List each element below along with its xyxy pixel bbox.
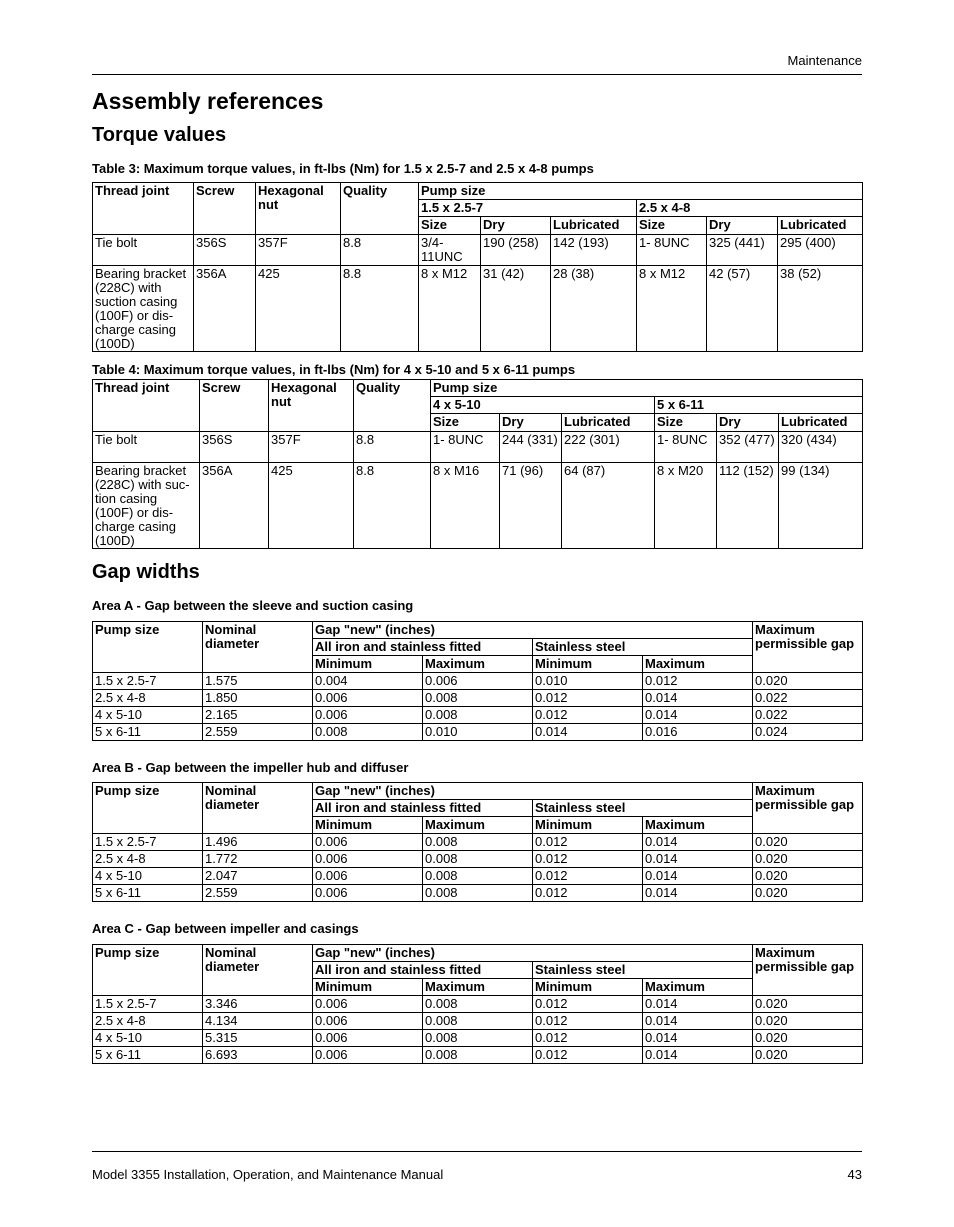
table-cell: 0.006 [313,1013,423,1030]
footer-manual-title: Model 3355 Installation, Operation, and Maintenance Manual [92,1167,444,1182]
table-cell: 0.004 [313,673,423,690]
table-cell: 1.5 x 2.5-7 [93,834,203,851]
col-minimum: Minimum [533,979,643,996]
gap-widths-heading: Gap widths [92,561,200,583]
table-cell: 0.008 [423,1013,533,1030]
col-maximum: Maximum [643,817,753,834]
table-cell: 1.5 x 2.5-7 [93,996,203,1013]
table-cell: 0.012 [533,996,643,1013]
table-cell: 0.014 [643,1047,753,1064]
table-cell: 8 x M12 [419,266,481,352]
table-cell: 2.165 [203,707,313,724]
table-cell: 2.559 [203,885,313,902]
table-cell: 0.008 [423,885,533,902]
col-thread-joint: Thread joint [93,380,200,432]
table-cell: 2.5 x 4-8 [93,690,203,707]
area-c-caption: Area C - Gap between impeller and casings [92,921,359,936]
table-cell: 0.014 [643,690,753,707]
col-group-1: 4 x 5-10 [431,397,655,414]
table-cell: Bearing bracket (228C) with suction casing (100F) or dis-charge casing (100D) [93,266,194,352]
table-cell: 0.006 [313,707,423,724]
table-cell: 0.008 [423,996,533,1013]
table-cell: 0.020 [753,851,863,868]
col-screw: Screw [200,380,269,432]
col-stainless: Stainless steel [533,639,753,656]
col-minimum: Minimum [533,656,643,673]
table-cell: 99 (134) [779,463,863,549]
table-cell: 0.012 [533,707,643,724]
table-cell: 0.014 [643,834,753,851]
table-row [93,1030,863,1047]
table-cell: 0.012 [533,851,643,868]
table-cell: 0.006 [423,673,533,690]
col-dry: Dry [717,414,779,432]
col-size: Size [637,217,707,235]
table-cell: 0.020 [753,1047,863,1064]
gap-table-area-a [92,621,863,741]
col-all-iron: All iron and stainless fitted [313,800,533,817]
table-row [93,432,863,463]
col-stainless: Stainless steel [533,962,753,979]
col-all-iron: All iron and stainless fitted [313,962,533,979]
table-row [93,1047,863,1064]
table-cell: 0.022 [753,690,863,707]
table-cell: 0.012 [533,690,643,707]
table-cell: 222 (301) [562,432,655,463]
table-cell: 0.008 [423,834,533,851]
table-cell: 0.012 [533,1030,643,1047]
table-cell: 0.020 [753,868,863,885]
table-row [93,1013,863,1030]
table-cell: 0.010 [533,673,643,690]
table-cell: 320 (434) [779,432,863,463]
col-minimum: Minimum [313,817,423,834]
table-cell: 0.010 [423,724,533,741]
table-row [93,885,863,902]
table-cell: 1.850 [203,690,313,707]
table-cell: 8 x M16 [431,463,500,549]
table-cell: 28 (38) [551,266,637,352]
table-row [93,463,863,549]
table-cell: 356S [200,432,269,463]
table-cell: 244 (331) [500,432,562,463]
table-cell: 0.022 [753,707,863,724]
col-quality: Quality [354,380,431,432]
table-cell: 0.014 [643,851,753,868]
col-pump-size: Pump size [93,945,203,996]
col-lubricated: Lubricated [551,217,637,235]
table-cell: 0.012 [533,1013,643,1030]
table-cell: Tie bolt [93,235,194,266]
table-row [93,707,863,724]
col-max-permissible: Maximum permissible gap [753,945,863,996]
col-quality: Quality [341,183,419,235]
table-cell: 356S [194,235,256,266]
table-cell: 4 x 5-10 [93,868,203,885]
table-row [93,868,863,885]
col-dry: Dry [707,217,778,235]
col-thread-joint: Thread joint [93,183,194,235]
table-row [93,235,863,266]
torque-table-3 [92,182,863,352]
table-cell: 2.5 x 4-8 [93,851,203,868]
table-cell: 0.008 [423,868,533,885]
table-cell: Bearing bracket (228C) with suc-tion casing (100F) or dis-charge casing (100D) [93,463,200,549]
table-cell: 0.008 [423,1047,533,1064]
table-cell: 42 (57) [707,266,778,352]
table-cell: 1- 8UNC [637,235,707,266]
table-cell: 1.496 [203,834,313,851]
table-row [93,690,863,707]
col-gap-new: Gap "new" (inches) [313,945,753,962]
table-cell: 8 x M20 [655,463,717,549]
torque-heading: Torque values [92,124,227,146]
table-cell: 2.559 [203,724,313,741]
table-cell: 38 (52) [778,266,863,352]
table-cell: 0.008 [423,1030,533,1047]
table-cell: 8.8 [354,463,431,549]
table-cell: 0.014 [643,1030,753,1047]
table-cell: 0.006 [313,1030,423,1047]
table-cell: 0.016 [643,724,753,741]
table-cell: 1.5 x 2.5-7 [93,673,203,690]
table-cell: 2.047 [203,868,313,885]
col-lubricated: Lubricated [779,414,863,432]
table-cell: 190 (258) [481,235,551,266]
table-cell: 8.8 [341,235,419,266]
table-cell: 8 x M12 [637,266,707,352]
table-cell: 0.006 [313,851,423,868]
table-cell: 6.693 [203,1047,313,1064]
table-row [93,724,863,741]
col-size: Size [655,414,717,432]
table-cell: 5 x 6-11 [93,724,203,741]
table-cell: 0.012 [643,673,753,690]
running-header: Maintenance [787,53,862,68]
table-cell: 0.006 [313,690,423,707]
col-dry: Dry [481,217,551,235]
col-pump-size: Pump size [93,783,203,834]
table-cell: 425 [256,266,341,352]
table-cell: 112 (152) [717,463,779,549]
table3-caption: Table 3: Maximum torque values, in ft-lbs (Nm) for 1.5 x 2.5-7 and 2.5 x 4-8 pumps [92,161,594,176]
table-cell: 4.134 [203,1013,313,1030]
table-cell: 4 x 5-10 [93,707,203,724]
table-cell: 0.008 [423,690,533,707]
table-cell: 3.346 [203,996,313,1013]
col-stainless: Stainless steel [533,800,753,817]
table-cell: 425 [269,463,354,549]
table-cell: 0.008 [423,707,533,724]
table-row [93,673,863,690]
table-cell: 8.8 [341,266,419,352]
table-cell: 1- 8UNC [655,432,717,463]
table-cell: 2.5 x 4-8 [93,1013,203,1030]
table-row [93,996,863,1013]
col-max-permissible: Maximum permissible gap [753,622,863,673]
table-cell: 0.006 [313,885,423,902]
col-group-1: 1.5 x 2.5-7 [419,200,637,217]
col-minimum: Minimum [533,817,643,834]
col-maximum: Maximum [423,656,533,673]
table-cell: 64 (87) [562,463,655,549]
col-group-2: 2.5 x 4-8 [637,200,863,217]
table-cell: 5 x 6-11 [93,885,203,902]
col-maximum: Maximum [423,817,533,834]
table-cell: 0.020 [753,834,863,851]
table-cell: 5 x 6-11 [93,1047,203,1064]
table-cell: 0.008 [423,851,533,868]
header-rule [92,74,862,75]
col-maximum: Maximum [643,979,753,996]
col-lubricated: Lubricated [778,217,863,235]
col-maximum: Maximum [423,979,533,996]
table-row [93,851,863,868]
table-cell: 0.020 [753,673,863,690]
table-cell: 1.575 [203,673,313,690]
table-cell: 31 (42) [481,266,551,352]
table-cell: 0.012 [533,834,643,851]
table-cell: 0.012 [533,868,643,885]
table-cell: 0.014 [533,724,643,741]
table-cell: 0.020 [753,1030,863,1047]
table-cell: 0.014 [643,707,753,724]
table-cell: 356A [200,463,269,549]
table-cell: 295 (400) [778,235,863,266]
table-cell: 0.020 [753,996,863,1013]
col-nominal-diameter: Nominal diameter [203,783,313,834]
table-cell: 0.014 [643,885,753,902]
col-nominal-diameter: Nominal diameter [203,945,313,996]
col-pump-size: Pump size [419,183,863,200]
table-cell: 0.014 [643,1013,753,1030]
table-cell: 325 (441) [707,235,778,266]
col-minimum: Minimum [313,656,423,673]
col-hex-nut: Hexagonal nut [269,380,354,432]
table-cell: 352 (477) [717,432,779,463]
gap-table-area-c [92,944,863,1064]
table-cell: Tie bolt [93,432,200,463]
col-size: Size [431,414,500,432]
page-title: Assembly references [92,88,324,114]
col-dry: Dry [500,414,562,432]
table4-caption: Table 4: Maximum torque values, in ft-lbs (Nm) for 4 x 5-10 and 5 x 6-11 pumps [92,362,576,377]
table-cell: 4 x 5-10 [93,1030,203,1047]
table-cell: 8.8 [354,432,431,463]
table-cell: 0.014 [643,996,753,1013]
table-cell: 0.006 [313,834,423,851]
page-number: 43 [847,1167,862,1182]
col-pump-size: Pump size [93,622,203,673]
table-cell: 71 (96) [500,463,562,549]
col-nominal-diameter: Nominal diameter [203,622,313,673]
table-cell: 356A [194,266,256,352]
col-hex-nut: Hexagonal nut [256,183,341,235]
table-cell: 357F [269,432,354,463]
col-max-permissible: Maximum permissible gap [753,783,863,834]
table-cell: 5.315 [203,1030,313,1047]
table-cell: 0.014 [643,868,753,885]
table-cell: 0.006 [313,1047,423,1064]
area-b-caption: Area B - Gap between the impeller hub and diffuser [92,760,409,775]
table-cell: 1.772 [203,851,313,868]
col-pump-size: Pump size [431,380,863,397]
table-cell: 3/4-11UNC [419,235,481,266]
col-size: Size [419,217,481,235]
col-minimum: Minimum [313,979,423,996]
table-row [93,834,863,851]
col-maximum: Maximum [643,656,753,673]
col-gap-new: Gap "new" (inches) [313,622,753,639]
table-cell: 0.012 [533,885,643,902]
table-cell: 0.008 [313,724,423,741]
col-gap-new: Gap "new" (inches) [313,783,753,800]
footer-rule [92,1151,862,1152]
table-cell: 357F [256,235,341,266]
gap-table-area-b [92,782,863,902]
table-cell: 0.006 [313,996,423,1013]
table-cell: 142 (193) [551,235,637,266]
table-cell: 0.024 [753,724,863,741]
area-a-caption: Area A - Gap between the sleeve and suction casing [92,598,414,613]
table-cell: 0.012 [533,1047,643,1064]
table-row [93,266,863,352]
table-cell: 0.006 [313,868,423,885]
table-cell: 0.020 [753,1013,863,1030]
table-cell: 0.020 [753,885,863,902]
table-cell: 1- 8UNC [431,432,500,463]
col-screw: Screw [194,183,256,235]
torque-table-4 [92,379,863,549]
col-lubricated: Lubricated [562,414,655,432]
col-group-2: 5 x 6-11 [655,397,863,414]
col-all-iron: All iron and stainless fitted [313,639,533,656]
